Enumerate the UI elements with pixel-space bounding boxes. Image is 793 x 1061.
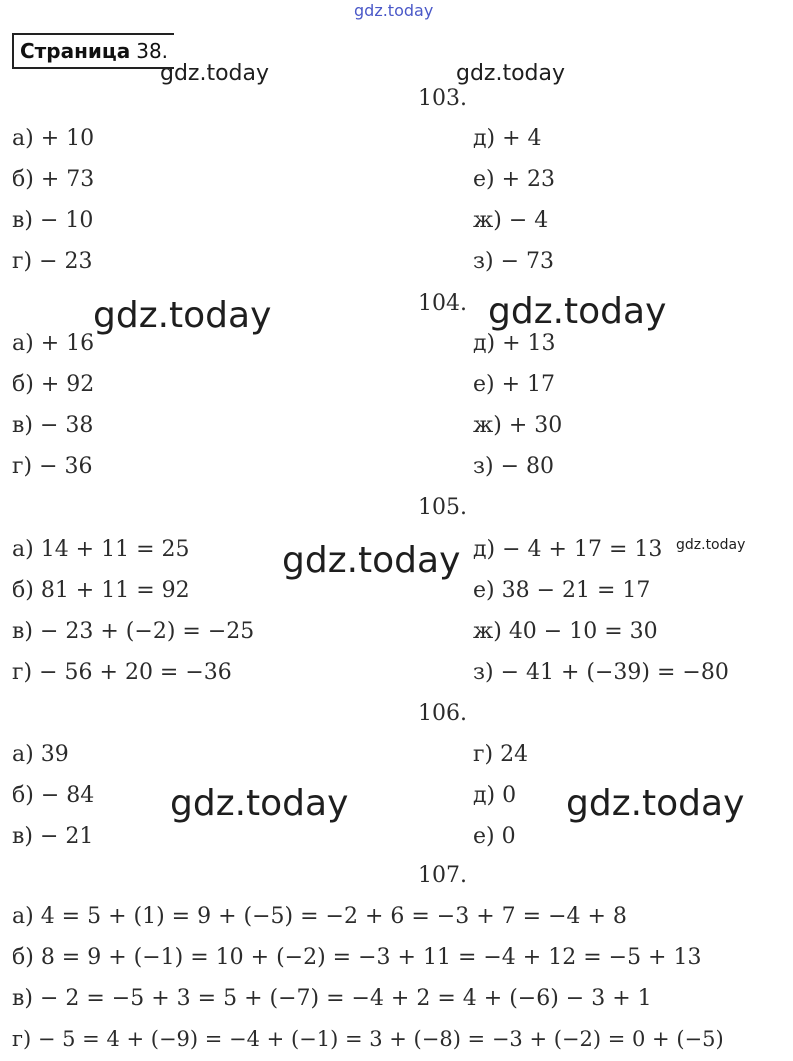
answer-107-a: а) 4 = 5 + (1) = 9 + (−5) = −2 + 6 = −3 + 7 = −4 + 8 <box>12 904 627 929</box>
answer-105-b: б) 81 + 11 = 92 <box>12 578 190 603</box>
answer-104-e: е) + 17 <box>473 372 556 397</box>
answer-103-a: а) + 10 <box>12 126 95 151</box>
answer-106-v: в) − 21 <box>12 824 94 849</box>
task-number-104: 104. <box>418 291 467 316</box>
watermark: gdz.today <box>282 540 461 581</box>
answer-105-e: е) 38 − 21 = 17 <box>473 578 651 603</box>
watermark: gdz.today <box>170 783 349 824</box>
watermark: gdz.today <box>354 1 434 20</box>
answer-107-v: в) − 2 = −5 + 3 = 5 + (−7) = −4 + 2 = 4 + (−6) − 3 + 1 <box>12 986 652 1011</box>
answer-105-g: г) − 56 + 20 = −36 <box>12 660 232 685</box>
page-label <box>12 33 174 69</box>
answer-106-g: г) 24 <box>473 742 529 767</box>
answer-103-d: д) + 4 <box>473 126 542 151</box>
answer-103-zh: ж) − 4 <box>473 208 549 233</box>
watermark: gdz.today <box>566 783 745 824</box>
answer-103-z: з) − 73 <box>473 249 554 274</box>
answer-105-d: д) − 4 + 17 = 13 <box>473 537 663 562</box>
page-label-prefix: Страница <box>20 39 131 63</box>
answer-106-a: а) 39 <box>12 742 69 767</box>
watermark: gdz.today <box>456 61 566 86</box>
answer-106-b: б) − 84 <box>12 783 95 808</box>
answer-105-zh: ж) 40 − 10 = 30 <box>473 619 658 644</box>
answer-104-g: г) − 36 <box>12 454 93 479</box>
answer-104-a: а) + 16 <box>12 331 95 356</box>
watermark: gdz.today <box>488 291 667 332</box>
answer-103-e: е) + 23 <box>473 167 556 192</box>
page-label-number: 38. <box>136 39 169 63</box>
answer-105-v: в) − 23 + (−2) = −25 <box>12 619 255 644</box>
watermark: gdz.today <box>160 61 270 86</box>
answer-103-v: в) − 10 <box>12 208 94 233</box>
answer-105-a: а) 14 + 11 = 25 <box>12 537 190 562</box>
answer-107-b: б) 8 = 9 + (−1) = 10 + (−2) = −3 + 11 = −4 + 12 = −5 + 13 <box>12 945 702 970</box>
answer-104-b: б) + 92 <box>12 372 95 397</box>
answer-105-z: з) − 41 + (−39) = −80 <box>473 660 729 685</box>
watermark: gdz.today <box>676 537 746 553</box>
watermark: gdz.today <box>93 295 272 336</box>
task-number-107: 107. <box>418 863 467 888</box>
task-number-106: 106. <box>418 701 467 726</box>
answer-106-d: д) 0 <box>473 783 517 808</box>
answer-104-zh: ж) + 30 <box>473 413 563 438</box>
answer-103-g: г) − 23 <box>12 249 93 274</box>
answer-106-e: е) 0 <box>473 824 516 849</box>
answer-103-b: б) + 73 <box>12 167 95 192</box>
answer-104-d: д) + 13 <box>473 331 556 356</box>
task-number-105: 105. <box>418 495 467 520</box>
answer-104-z: з) − 80 <box>473 454 554 479</box>
answer-104-v: в) − 38 <box>12 413 94 438</box>
task-number-103: 103. <box>418 86 467 111</box>
answer-107-g: г) − 5 = 4 + (−9) = −4 + (−1) = 3 + (−8) = −3 + (−2) = 0 + (−5) <box>12 1027 724 1051</box>
